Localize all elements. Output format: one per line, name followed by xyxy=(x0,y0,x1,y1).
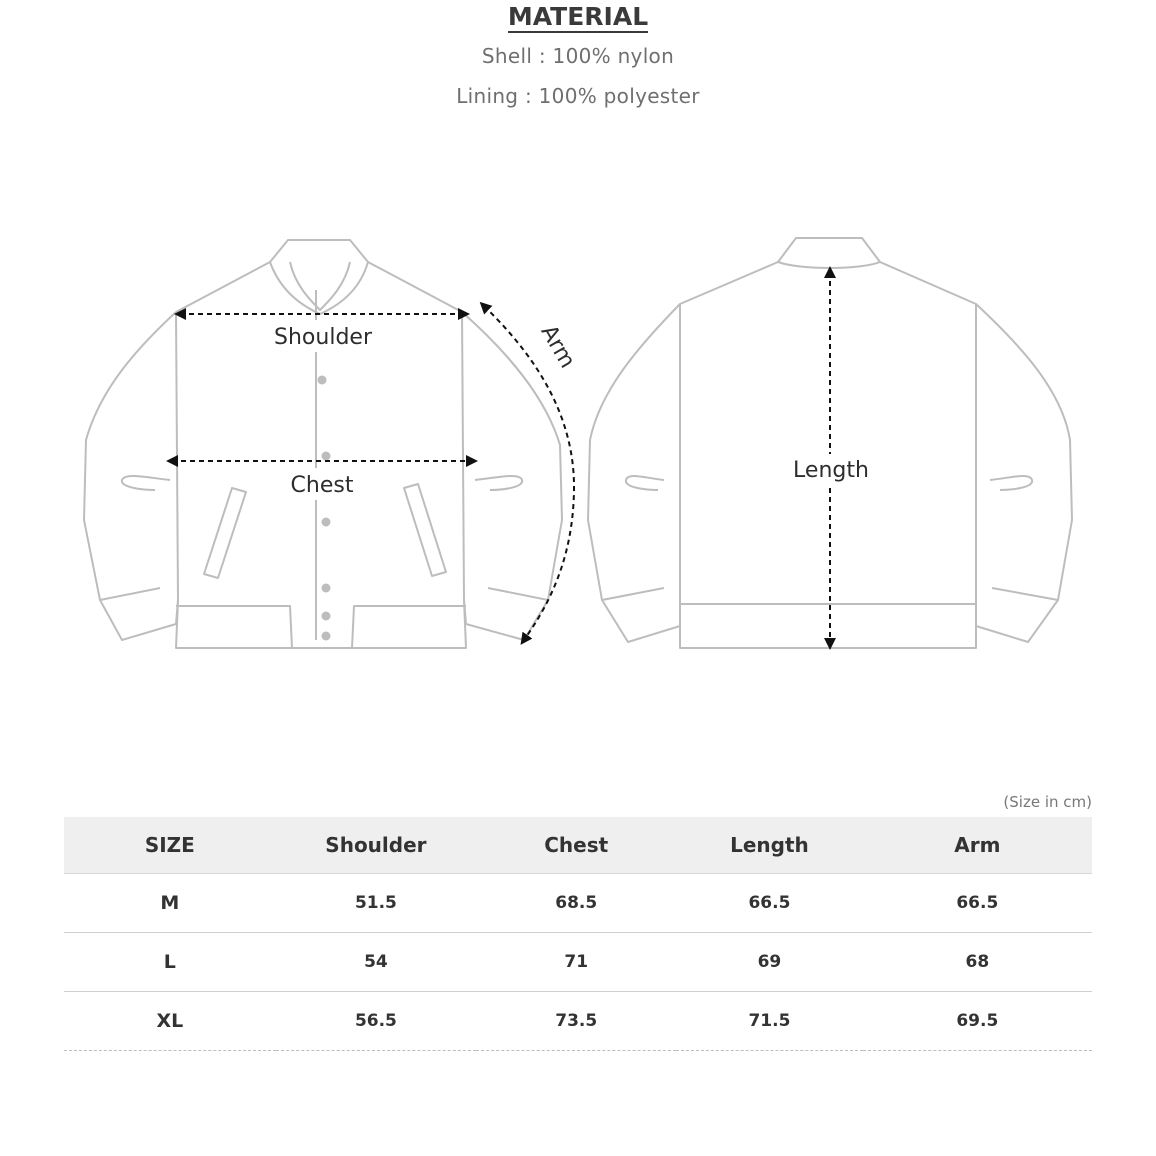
header-chest: Chest xyxy=(476,817,676,874)
length-cell: 71.5 xyxy=(676,992,862,1051)
length-label: Length xyxy=(793,458,869,483)
shoulder-cell: 56.5 xyxy=(276,992,477,1051)
header-size: SIZE xyxy=(64,817,276,874)
lining-material: Lining : 100% polyester xyxy=(456,84,700,108)
chest-cell: 68.5 xyxy=(476,874,676,933)
size-chart-table xyxy=(64,817,1092,1051)
size-unit-note: (Size in cm) xyxy=(1003,793,1092,811)
jacket-diagram-svg xyxy=(0,220,1156,680)
shoulder-cell: 51.5 xyxy=(276,874,477,933)
chest-label: Chest xyxy=(290,473,354,498)
table-header-row xyxy=(64,817,1092,874)
size-cell: M xyxy=(64,874,276,933)
arm-label: Arm xyxy=(535,320,580,373)
table-row xyxy=(64,874,1092,933)
length-cell: 69 xyxy=(676,933,862,992)
material-heading: MATERIAL xyxy=(507,2,649,31)
shell-material: Shell : 100% nylon xyxy=(481,44,675,68)
jacket-measurement-diagram xyxy=(0,220,1156,680)
arm-cell: 69.5 xyxy=(863,992,1092,1051)
header-length: Length xyxy=(676,817,862,874)
shoulder-label: Shoulder xyxy=(274,325,372,350)
chest-cell: 73.5 xyxy=(476,992,676,1051)
length-cell: 66.5 xyxy=(676,874,862,933)
size-cell: L xyxy=(64,933,276,992)
size-cell: XL xyxy=(64,992,276,1051)
table-row xyxy=(64,933,1092,992)
arm-cell: 68 xyxy=(863,933,1092,992)
front-jacket-buttons xyxy=(318,376,331,641)
table-row xyxy=(64,992,1092,1051)
arm-cell: 66.5 xyxy=(863,874,1092,933)
shoulder-cell: 54 xyxy=(276,933,477,992)
header-shoulder: Shoulder xyxy=(276,817,477,874)
chest-cell: 71 xyxy=(476,933,676,992)
material-title xyxy=(0,0,1156,34)
header-arm: Arm xyxy=(863,817,1092,874)
